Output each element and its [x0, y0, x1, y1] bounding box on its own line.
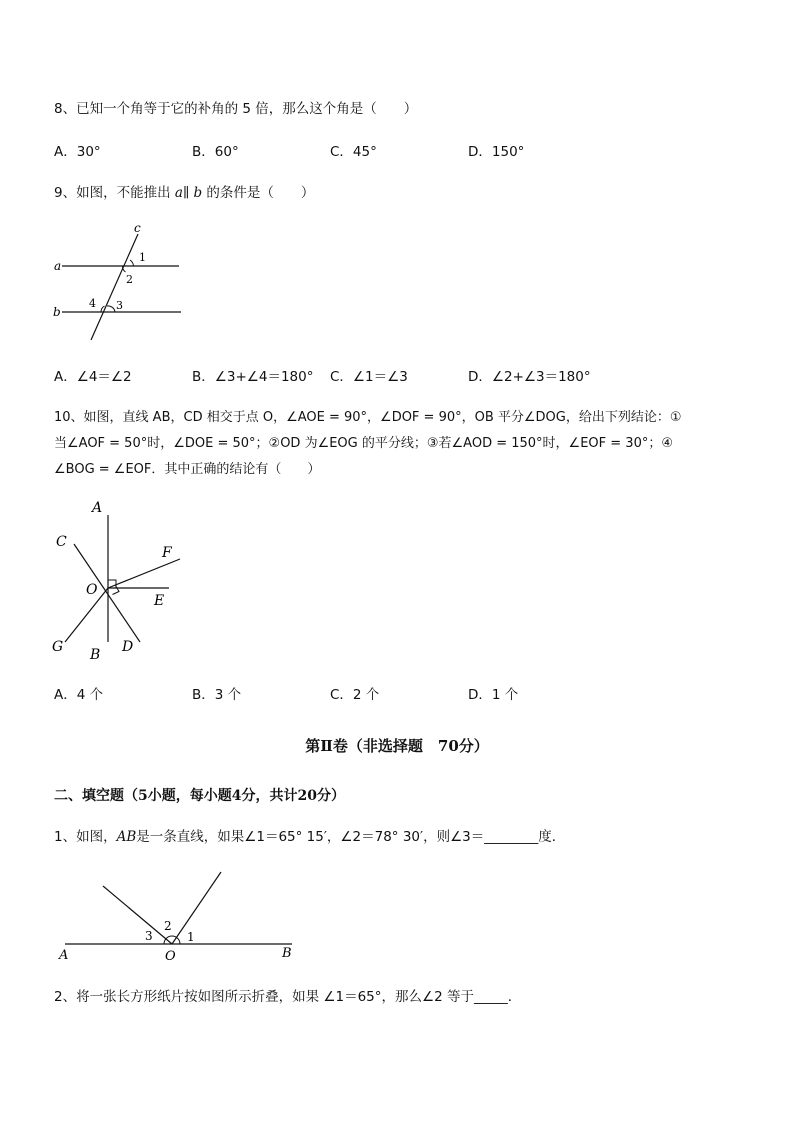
f1-stem [54, 828, 565, 846]
q10-option-c: C．2 个 [330, 687, 380, 703]
q9-figure [48, 220, 188, 345]
q8-options [54, 143, 754, 161]
f2-stem: 2、将一张长方形纸片按如图所示折叠，如果 ∠1＝65°，那么∠2 等于_____． [54, 989, 522, 1005]
q9-option-b: B．∠3+∠4＝180° [192, 369, 314, 385]
section2-title: 二、填空题（5小题，每小题4分，共计20分） [54, 788, 345, 804]
label-a: a [54, 259, 62, 273]
f1-figure [55, 868, 305, 963]
q10-figure [48, 495, 188, 665]
label-A: A [92, 500, 103, 516]
label-F: F [162, 545, 172, 561]
q9-option-d: D．∠2+∠3＝180° [468, 369, 591, 385]
label-b: b [53, 305, 61, 319]
q8-option-c: C．45° [330, 144, 377, 160]
label-O: O [165, 949, 176, 963]
q9-stem-suffix: 的条件是（ ） [202, 185, 315, 201]
label-E: E [154, 593, 165, 609]
right-angle-DOF [113, 586, 120, 595]
q10-line3: ∠BOG = ∠EOF．其中正确的结论有（ ） [54, 462, 321, 477]
f1-stem-suffix: 是一条直线，如果∠1＝65° 15′，∠2＝78° 30′，则∠3＝________度． [136, 829, 566, 845]
q8-option-b: B．60° [192, 144, 239, 160]
q8-stem: 8、已知一个角等于它的补角的 5 倍，那么这个角是（ ） [54, 101, 418, 117]
label-D: D [122, 639, 134, 655]
q10-option-b: B．3 个 [192, 687, 242, 703]
label-angle2: 2 [126, 273, 133, 286]
q10-option-a: A．4 个 [54, 687, 104, 703]
q10-line2: 当∠AOF = 50°时，∠DOE = 50°；②OD 为∠EOG 的平分线；③若∠AOD = 150°时，∠EOF = 30°；④ [54, 436, 673, 451]
q9-stem [54, 184, 314, 202]
q10-line1: 10、如图，直线 AB，CD 相交于点 O，∠AOE = 90°，∠DOF = 90°，OB 平分∠DOG，给出下列结论：① [54, 410, 682, 425]
part2-title: 第Ⅱ卷（非选择题 70分） [305, 737, 489, 755]
q9-stem-prefix: 9、如图，不能推出 [54, 185, 175, 201]
f1-stem-prefix: 1、如图， [54, 829, 117, 845]
label-angle3: 3 [116, 299, 123, 312]
line-CD [74, 544, 140, 642]
label-angle1: 1 [187, 930, 195, 944]
label-C: C [56, 534, 67, 550]
ray-left [103, 886, 172, 944]
line-c [91, 234, 138, 340]
ray-right [172, 872, 221, 944]
label-angle3: 3 [145, 929, 153, 943]
angle3-arc [107, 306, 115, 312]
q10-option-d: D．1 个 [468, 687, 519, 703]
q10-options [54, 686, 754, 704]
angle1-arc [130, 260, 134, 266]
label-c: c [134, 221, 141, 235]
label-O: O [86, 582, 98, 598]
label-angle2: 2 [164, 919, 172, 933]
label-angle1: 1 [139, 251, 146, 264]
q9-stem-math: a∥ b [174, 185, 203, 201]
label-B: B [282, 946, 292, 961]
label-A: A [59, 948, 69, 963]
q9-option-a: A．∠4＝∠2 [54, 369, 132, 385]
q9-options [54, 368, 754, 386]
label-B: B [90, 647, 101, 663]
q8-option-d: D．150° [468, 144, 525, 160]
label-G: G [52, 639, 64, 655]
ray-OF [108, 559, 180, 588]
q8-option-a: A．30° [54, 144, 101, 160]
q9-option-c: C．∠1＝∠3 [330, 369, 408, 385]
f1-stem-math: AB [116, 829, 137, 845]
label-angle4: 4 [89, 297, 96, 310]
